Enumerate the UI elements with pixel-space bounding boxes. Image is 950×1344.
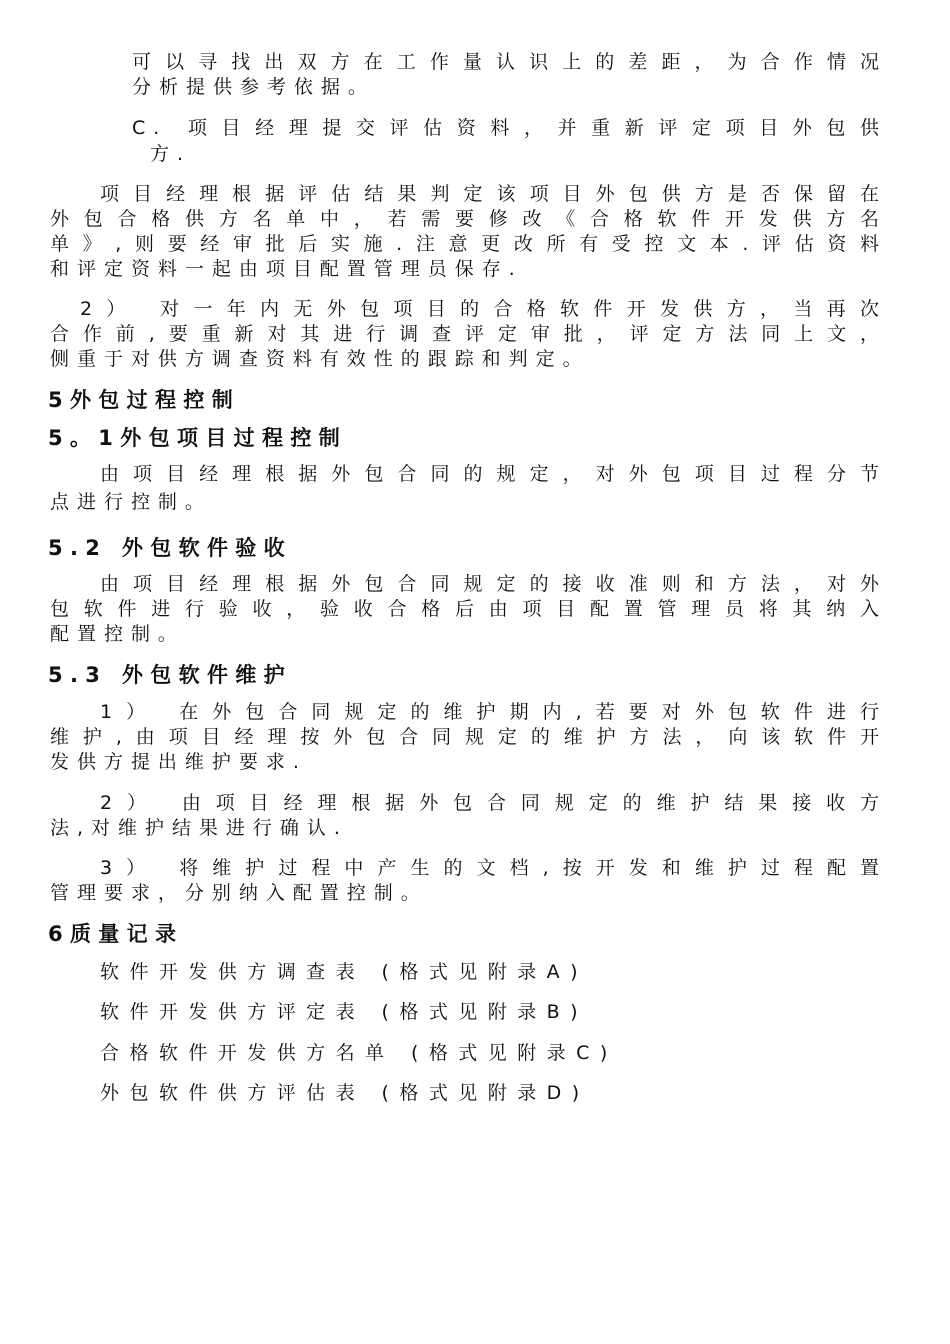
paragraph-evaluation-result-end [50,257,887,282]
paragraph-maintenance-3 [100,856,887,881]
paragraph-maintenance-2 [100,791,887,816]
text-line: 外包合格供方名单中，若需要修改《合格软件开发供方名 [50,208,887,230]
text-line: 由项目经理根据外包合同规定的接收准则和方法，对外 [100,573,887,595]
quality-record-item: 软件开发供方评定表 (格式见附录B) [100,1001,589,1023]
paragraph-item-c-cont [150,142,450,167]
text-line: 1） 在外包合同规定的维护期内,若要对外包软件进行 [100,701,887,723]
paragraph-no-outsourcing-body [50,322,887,347]
text-line: 2） 由项目经理根据外包合同规定的维护结果接收方 [100,792,887,814]
text-line: 方. [150,143,191,165]
paragraph-acceptance-body [50,597,887,622]
text-line: 管理要求，分别纳入配置控制。 [50,882,428,904]
paragraph-evaluation-result [100,182,887,207]
paragraph-gap-analysis [132,50,887,75]
quality-record-item: 软件开发供方调查表 (格式见附录A) [100,961,588,983]
heading-section-6: 6质量记录 [48,922,184,946]
paragraph-acceptance-end [50,622,887,647]
text-line: 法,对维护结果进行确认. [50,817,348,839]
quality-record-item: 外包软件供方评估表 (格式见附录D) [100,1082,590,1104]
text-line: 项目经理根据评估结果判定该项目外包供方是否保留在 [100,183,887,205]
heading-section-5: 5外包过程控制 [48,388,241,412]
paragraph-process-control-end [50,490,887,515]
text-line: 维护,由项目经理按外包合同规定的维护方法，向该软件开 [50,726,887,748]
text-line: 和评定资料一起由项目配置管理员保存. [50,258,523,280]
paragraph-evaluation-result-body [50,207,887,257]
text-line: 包软件进行验收，验收合格后由项目配置管理员将其纳入 [50,598,887,620]
text-line: 3） 将维护过程中产生的文档,按开发和维护过程配置 [100,857,887,879]
paragraph-maintenance-1 [100,700,887,725]
paragraph-process-control [100,462,887,487]
paragraph-no-outsourcing-end [50,347,887,372]
paragraph-maintenance-2-end [50,816,887,841]
heading-section-5-2: 5.2 外包软件验收 [48,536,293,560]
paragraph-maintenance-3-end [50,881,887,906]
text-line: 侧重于对供方调查资料有效性的跟踪和判定。 [50,348,590,370]
paragraph-no-outsourcing [80,297,887,322]
text-line: 分析提供参考依据。 [132,76,375,98]
paragraph-maintenance-1-body [50,725,887,750]
paragraph-item-c [132,116,887,141]
paragraph-maintenance-1-end [50,750,887,775]
quality-record-item: 合格软件开发供方名单 (格式见附录C) [100,1042,618,1064]
heading-section-5-1: 5。1外包项目过程控制 [48,426,348,450]
text-line: 单》,则要经审批后实施.注意更改所有受控文本.评估资料 [50,233,887,255]
text-line: 由项目经理根据外包合同的规定，对外包项目过程分节 [100,463,887,485]
text-line: 配置控制。 [50,623,185,645]
text-line: 点进行控制。 [50,491,212,513]
heading-section-5-3: 5.3 外包软件维护 [48,663,293,687]
paragraph-gap-analysis-cont [132,75,887,100]
text-line: 可以寻找出双方在工作量认识上的差距，为合作情况 [132,51,887,73]
text-line: 2） 对一年内无外包项目的合格软件开发供方，当再次 [80,298,887,320]
text-line: C. 项目经理提交评估资料，并重新评定项目外包供 [132,117,887,139]
text-line: 发供方提出维护要求. [50,751,307,773]
text-line: 合作前,要重新对其进行调查评定审批，评定方法同上文， [50,323,887,345]
paragraph-acceptance [100,572,887,597]
